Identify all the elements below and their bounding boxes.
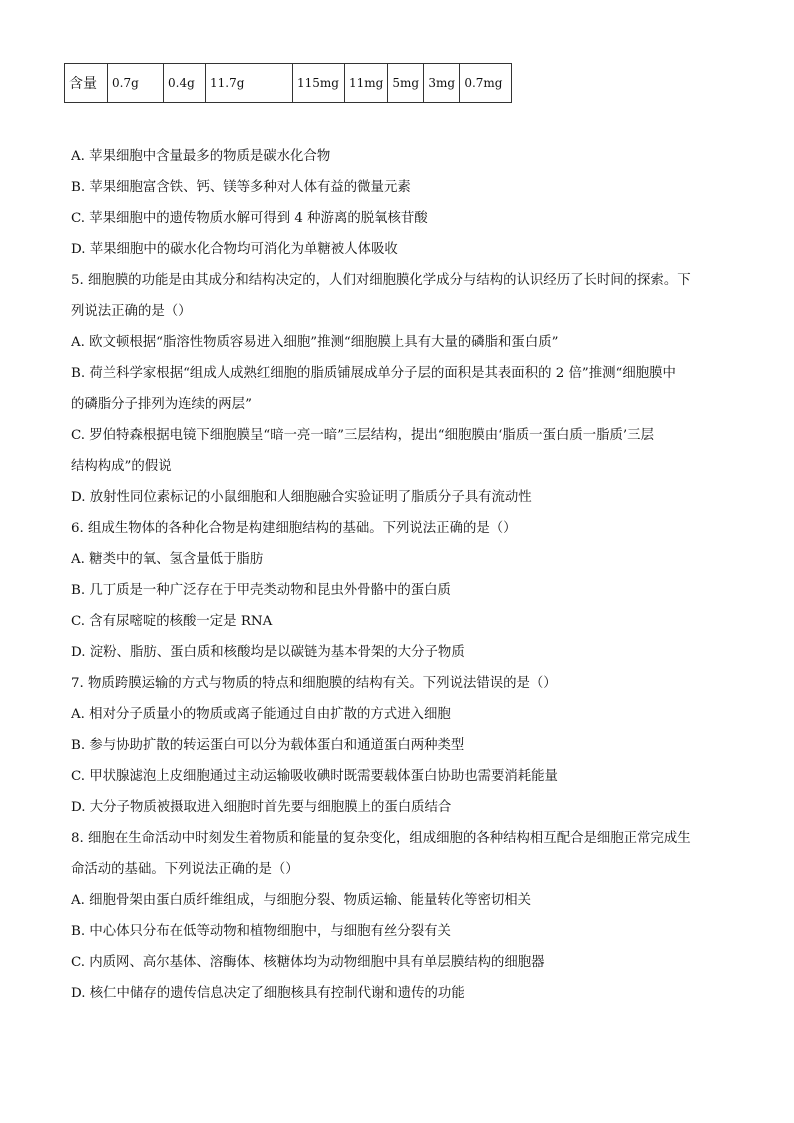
option-a-line: A. 欧文顿根据“脂溶性物质容易进入细胞”推测“细胞膜上具有大量的磷脂和蛋白质” xyxy=(71,335,559,350)
option-d-line: D. 苹果细胞中的碳水化合物均可消化为单糖被人体吸收 xyxy=(71,242,398,257)
option-b-line: B. 参与协助扩散的转运蛋白可以分为载体蛋白和通道蛋白两种类型 xyxy=(71,738,465,753)
option-b-line-cont: 的磷脂分子排列为连续的两层” xyxy=(71,397,252,412)
option-d-line: D. 大分子物质被摄取进入细胞时首先要与细胞膜上的蛋白质结合 xyxy=(71,800,452,815)
question-text-block xyxy=(71,141,731,1009)
question-8-stem: 8. 细胞在生命活动中时刻发生着物质和能量的复杂变化，组成细胞的各种结构相互配合是细胞正常完成生 xyxy=(71,831,691,846)
table-cell: 0.7mg xyxy=(460,64,512,103)
table-cell: 11mg xyxy=(345,64,388,103)
option-a-line: A. 苹果细胞中含量最多的物质是碳水化合物 xyxy=(71,149,331,164)
option-d-line: D. 核仁中储存的遗传信息决定了细胞核具有控制代谢和遗传的功能 xyxy=(71,986,465,1001)
option-c-line: C. 含有尿嘧啶的核酸一定是 RNA xyxy=(71,614,273,629)
table-row xyxy=(65,64,512,103)
table-cell: 0.7g xyxy=(108,64,164,103)
table-cell: 3mg xyxy=(424,64,460,103)
question-6-stem: 6. 组成生物体的各种化合物是构建细胞结构的基础。下列说法正确的是（） xyxy=(71,521,517,536)
option-c-line: C. 罗伯特森根据电镜下细胞膜呈“暗一亮一暗”三层结构，提出“细胞膜由‘脂质一蛋白质一脂质’三层 xyxy=(71,428,654,443)
question-8-stem-cont: 命活动的基础。下列说法正确的是（） xyxy=(71,862,299,877)
option-a-line: A. 细胞骨架由蛋白质纤维组成，与细胞分裂、物质运输、能量转化等密切相关 xyxy=(71,893,532,908)
question-7-stem: 7. 物质跨膜运输的方式与物质的特点和细胞膜的结构有关。下列说法错误的是（） xyxy=(71,676,557,691)
option-a-line: A. 糖类中的氧、氢含量低于脂肪 xyxy=(71,552,264,567)
question-5-stem-cont: 列说法正确的是（） xyxy=(71,304,192,319)
option-d-line: D. 淀粉、脂肪、蛋白质和核酸均是以碳链为基本骨架的大分子物质 xyxy=(71,645,465,660)
nutrient-content-table xyxy=(64,63,512,103)
option-a-line: A. 相对分子质量小的物质或离子能通过自由扩散的方式进入细胞 xyxy=(71,707,451,722)
option-b-line: B. 荷兰科学家根据“组成人成熟红细胞的脂质铺展成单分子层的面积是其表面积的 2 倍”推测“细胞膜中 xyxy=(71,366,676,381)
option-d-line: D. 放射性同位素标记的小鼠细胞和人细胞融合实验证明了脂质分子具有流动性 xyxy=(71,490,532,505)
option-b-line: B. 几丁质是一种广泛存在于甲壳类动物和昆虫外骨骼中的蛋白质 xyxy=(71,583,451,598)
option-b-line: B. 中心体只分布在低等动物和植物细胞中，与细胞有丝分裂有关 xyxy=(71,924,451,939)
table-cell: 115mg xyxy=(293,64,345,103)
table-cell: 11.7g xyxy=(206,64,293,103)
option-c-line: C. 内质网、高尔基体、溶酶体、核糖体均为动物细胞中具有单层膜结构的细胞器 xyxy=(71,955,545,970)
question-5-stem: 5. 细胞膜的功能是由其成分和结构决定的，人们对细胞膜化学成分与结构的认识经历了长时间的探索。下 xyxy=(71,273,691,288)
option-c-line: C. 甲状腺滤泡上皮细胞通过主动运输吸收碘时既需要载体蛋白协助也需要消耗能量 xyxy=(71,769,558,784)
option-b-line: B. 苹果细胞富含铁、钙、镁等多种对人体有益的微量元素 xyxy=(71,180,411,195)
option-c-line: C. 苹果细胞中的遗传物质水解可得到 4 种游离的脱氧核苷酸 xyxy=(71,211,428,226)
table-row-label: 含量 xyxy=(65,64,108,103)
table-cell: 0.4g xyxy=(164,64,206,103)
option-c-line-cont: 结构构成”的假说 xyxy=(71,459,172,474)
table-cell: 5mg xyxy=(388,64,424,103)
